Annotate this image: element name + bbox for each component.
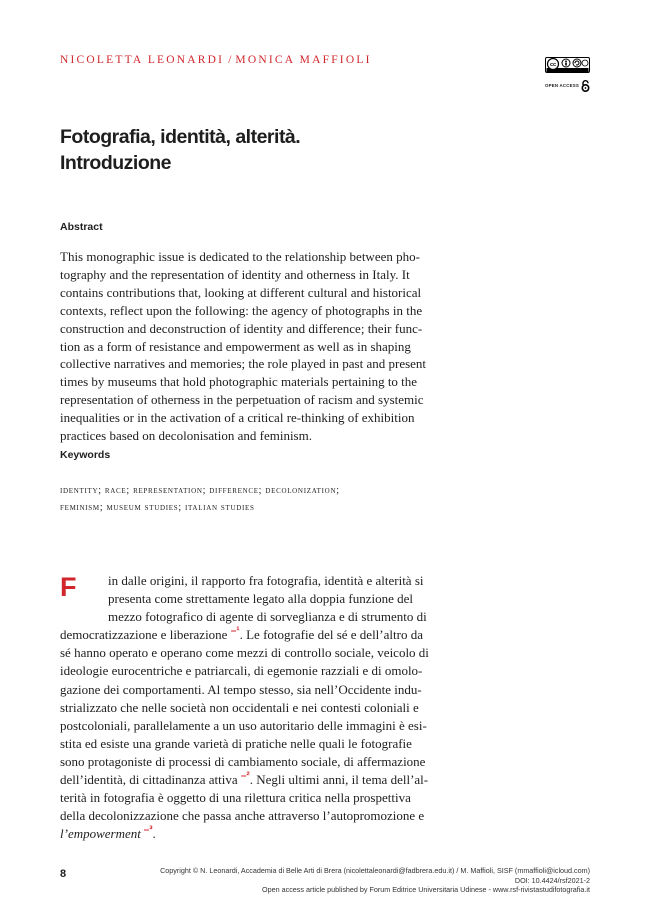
footnote-ref-3[interactable]: –³ [140,824,153,836]
body-text-run: . Le fotografie del sé e dell’altro da [239,627,423,643]
body-line: mezzo fotografico di agente di sorveglianza e di strumento di [108,609,427,625]
abstract-line: contexts, reflect upon the following: the agency of photographs in the [60,302,423,318]
body-text-run: . Negli ultimi anni, il tema dell’al- [249,772,429,788]
footnote-ref-1[interactable]: –¹ [230,625,240,637]
body-line [60,825,460,843]
body-line: postcoloniali, parallelamente a un uso autoritario delle immagini è esi- [60,717,427,733]
open-access-badge [545,80,591,92]
svg-text:cc: cc [549,62,557,69]
abstract-line: construction and deconstruction of identity and difference; their func- [60,320,423,336]
body-text-run: democratizzazione e liberazione [60,627,231,643]
page-footer [160,866,590,895]
abstract-line: practices based on decolonisation and feminism. [60,428,312,444]
body-text-run: dell’identità, di cittadinanza attiva [60,772,241,788]
author-name: NICOLETTA LEONARDI [60,54,225,66]
title-line: Introduzione [60,152,171,174]
abstract-line: inequalities or in the activation of a critical re-thinking of exhibition [60,410,415,426]
body-line [60,771,460,789]
author-separator: / [228,54,232,66]
keywords-line: identity; race; representation; difference; decolonization; [60,485,340,496]
abstract-line: times by museums that hold photographic materials pertaining to the [60,374,418,390]
abstract-line: representation of otherness in the perpetuation of racism and systemic [60,392,424,408]
keywords-list [60,482,340,516]
keywords-line: feminism; museum studies; italian studies [60,502,255,513]
footer-publisher: Open access article published by Forum Editrice Universitaria Udinese - www.rsf-rivistastudifotografia.it [262,885,590,895]
drop-cap: F [60,572,77,602]
abstract-line: collective narratives and memories; the role played in past and present [60,356,427,372]
body-line: in dalle origini, il rapporto fra fotografia, identità e alterità si [108,573,424,588]
body-line [60,626,460,644]
open-access-label: OPEN ACCESS [545,83,579,88]
abstract-heading: Abstract [60,221,103,233]
cc-by-sa-icon [545,57,590,73]
footer-doi: DOI: 10.4424/rsf2021-2 [514,875,590,885]
title-line: Fotografia, identità, alterità. [60,126,301,148]
article-title [60,124,300,176]
body-paragraph [60,572,460,843]
body-line: presenta come strettamente legato alla doppia funzione del [108,591,414,607]
body-line: ideologie eurocentriche e patriarcali, di egemonie razziali e di omolo- [60,663,423,679]
body-line: gazione dei comportamenti. Al tempo stesso, sia nell’Occidente indu- [60,681,422,697]
body-text-run: . [152,826,156,842]
running-header-authors [60,54,372,66]
body-text-run: l’empowerment [60,826,141,842]
footer-copyright: Copyright © N. Leonardi, Accademia di Belle Arti di Brera (nicolettaleonardi@fadbrera.edu.it) / M. Maffioli, SISF (mmaffioli@icloud.com) [160,866,590,875]
body-line: sono protagoniste di processi di cambiamento sociale, di affermazione [60,753,426,769]
body-line: della decolonizzazione che passa anche attraverso l’autopromozione e [60,808,425,824]
author-name: MONICA MAFFIOLI [235,54,372,66]
keywords-heading: Keywords [60,449,111,461]
abstract-line: contains contributions that, looking at different cultural and historical [60,284,422,300]
body-line: stita ed esiste una grande varietà di pratiche nelle quali le fotografie [60,735,412,751]
body-line: terità in fotografia è oggetto di una rilettura critica nella prospettiva [60,790,411,806]
abstract-line: This monographic issue is dedicated to the relationship between pho- [60,249,420,264]
open-access-lock-icon [580,80,591,92]
footnote-ref-2[interactable]: –² [240,770,250,782]
body-line: strializzato che nelle società non occidentali e nei contesti coloniali e [60,699,419,715]
abstract-text [60,248,460,445]
abstract-line: tion as a form of resistance and empowerment as well as in shaping [60,338,411,354]
body-line: sé hanno operato e operano come mezzi di controllo sociale, veicolo di [60,645,429,661]
page-number: 8 [60,868,67,880]
abstract-line: tography and the representation of identity and otherness in Italy. It [60,266,410,282]
